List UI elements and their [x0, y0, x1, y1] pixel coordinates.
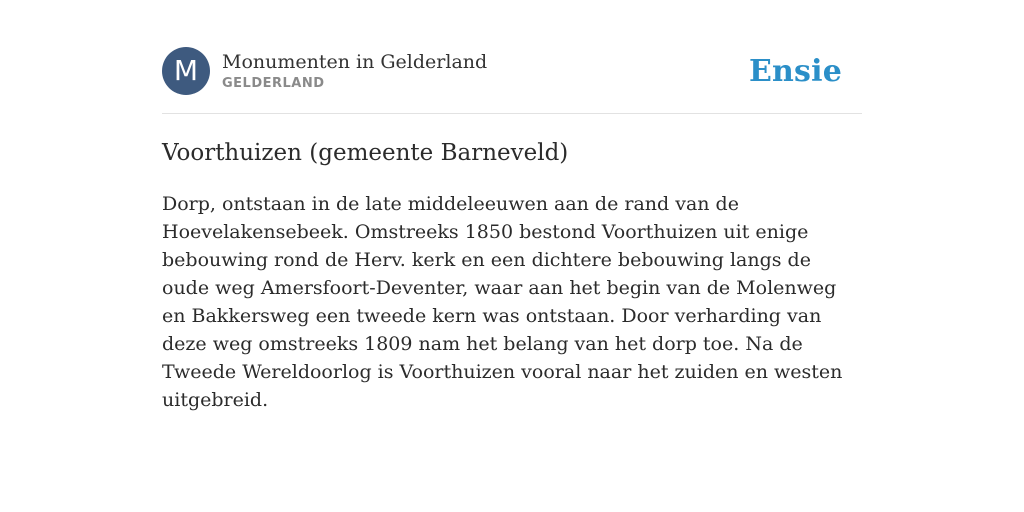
card-header — [162, 46, 862, 114]
article-body: Dorp, ontstaan in de late middeleeuwen aan de rand van de Hoevelakensebeek. Omstreeks 1850 bestond Voorthuizen uit enige bebouwing rond de Herv. kerk en een dichtere bebouwing langs de oude weg Amersfoort-Deventer, waar aan het begin van de Molenweg en Bakkersweg een tweede kern was ontstaan. Door verharding van deze weg omstreeks 1809 nam het belang van het dorp toe. Na de Tweede Wereldoorlog is Voorthuizen vooral naar het zuiden en westen uitgebreid. — [162, 193, 843, 411]
avatar[interactable]: M — [162, 47, 210, 95]
collection-subtitle: GELDERLAND — [222, 75, 325, 91]
collection-title[interactable]: Monumenten in Gelderland — [222, 50, 488, 73]
article-title: Voorthuizen (gemeente Barneveld) — [162, 140, 569, 166]
collection-info[interactable] — [162, 47, 487, 95]
brand-logo[interactable]: Ensie — [748, 53, 842, 89]
entry-card — [162, 46, 862, 414]
collection-meta — [222, 50, 487, 93]
